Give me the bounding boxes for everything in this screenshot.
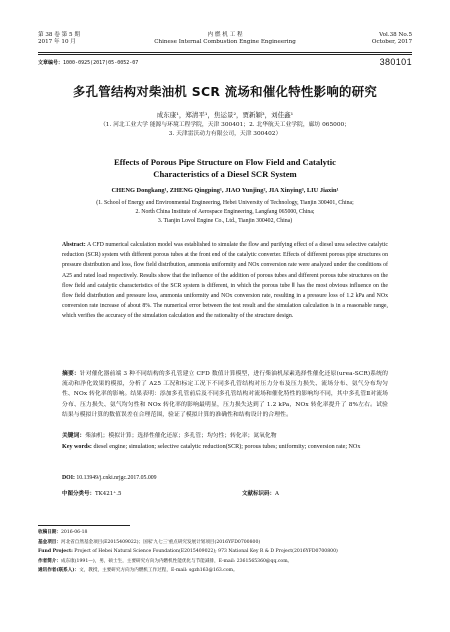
doi: DOI: 10.13949/j.cnki.nrjgc.2017.05.009 <box>62 475 157 481</box>
journal-name: 内 燃 机 工 程 Chinese Internal Combustion Engine Engineering <box>154 32 296 45</box>
affiliations-english: (1. School of Energy and Environmental Engineering, Hebei University of Technology, Tianjin 300401, China; 2. North China Institute of Aerospace Engineering, Langfang 065000, China; 3. Tianjin Lovol Engine Co., Ltd., Tianjin 300402, China) <box>96 200 354 224</box>
footnote-divider <box>38 525 130 526</box>
document-code: 文献标识码：A <box>242 491 279 497</box>
title-chinese: 多孔管结构对柴油机 SCR 流场和催化特性影响的研究 <box>72 84 378 99</box>
keywords-english: Key words: diesel engine; simulation; selective catalytic reduction(SCR); porous tubes; uniformity; conversion rate; NOx <box>62 444 361 450</box>
page-number: 380101 <box>379 57 412 67</box>
footnote-corresponding: 通讯作者(联系人)：文，教授，主要研究方向为内燃机工作过程，E-mail: sgzh163@163.com。 <box>38 568 238 574</box>
clc-number: 中图分类号：TK421⁺.5 <box>62 491 122 497</box>
affiliations-chinese: （1. 河北工业大学 能源与环境工程学院，天津 300401；2. 北华航天工业学院，廊坊 065000； 3. 天津雷沃动力有限公司，天津 300402） <box>99 122 351 137</box>
footnote-author: 作者简介：成东康(1991—)，男，硕士生，主要研究方向为内燃机性能优化与节能减排，E-mail: 2361565360@qq.com。 <box>38 558 293 564</box>
abstract-chinese: 摘要：针对催化器前端 3 种不同结构的多孔管建立 CFD 数值计算模型，进行柴油机尿素选择性催化还原(urea-SCR)系统的流动和净化效果的模拟，分析了 A25 工况和标定工况下不同多孔管结构对压力分布及压力损失、流场分布、氨气分布均匀性、NOx 转化率的影响。结果表明：添加多孔管前后及不同多孔管结构对流场和催化特性的影响均不同，其中多孔管Ⅱ对流场分布、压力损失、氨气均匀性和 NOx 转化率的影响最明显，压力损失达到了 1.2 kPa，NOx 转化率提升了 8%左右。试验结果与模拟计算的数值误差在合理范围，验证了模拟计算的准确性和结构设计的合理性。 <box>62 371 389 418</box>
header-divider-thin <box>38 54 412 55</box>
title-english: Effects of Porous Pipe Structure on Flow Field and Catalytic Characteristics of a Diesel SCR System <box>114 157 336 179</box>
classification-line <box>62 489 388 497</box>
article-number: 文章编号：1000-0925(2017)05-0052-07 <box>38 60 139 66</box>
authors-chinese: 成东康¹，郑清平¹，焦运景²，贾新颖³，刘佳鑫¹ <box>156 111 294 119</box>
authors-english: CHENG Dongkang¹, ZHENG Qingping¹, JIAO Yunjing², JIA Xinying³, LIU Jiaxin¹ <box>111 187 339 194</box>
journal-issue: 第 38 卷 第 5 期 2017 年 10 月 <box>38 32 80 45</box>
abstract-english: Abstract: A CFD numerical calculation model was established to simulate the flow and purifying effect of a diesel urea selective catalytic reduction (SCR) system with different porous tubes at the front end of the catalytic converter. Effects of different porous pipe structures on pressure distribution and loss, flow field distribution, ammonia uniformity and NOx conversion rate were analyzed under the conditions of A25 and rated load respectively. Results show that the influence of the addition of porous tubes and different porous tube structures on the flow field and catalytic characteristics of the SCR system is different, in which the porous tube Ⅱ has the most obvious influence on the flow field distribution and pressure loss, ammonia uniformity and NOx conversion rate, resulting in a pressure loss of 1.2 kPa and NOx conversion rate increase of about 8%. The numerical error between the test result and the simulation calculation is in a reasonable range, which verifies the accuracy of the simulation calculation and the rationality of the structure design. <box>62 242 388 320</box>
footnotes <box>38 528 412 576</box>
journal-volume: Vol.38 No.5 October, 2017 <box>371 32 412 45</box>
footnote-fund-en: Fund Project: Project of Hebei Natural Science Foundation(E2015409022); 973 National Key R & D Project(2016YFD0700800) <box>38 549 338 555</box>
header-divider <box>38 52 412 53</box>
running-header <box>38 32 412 52</box>
keywords-chinese: 关键词：柴油机；模拟计算；选择性催化还原；多孔管；均匀性；转化率；氮氧化物 <box>62 433 277 439</box>
footnote-received: 收稿日期：2016-06-18 <box>38 530 88 535</box>
footnote-fund-cn: 基金项目：河北省自然基金项目(E2015409022)；国家'九七三'重点研究发展计划项目(2016YFD0700800) <box>38 539 261 545</box>
